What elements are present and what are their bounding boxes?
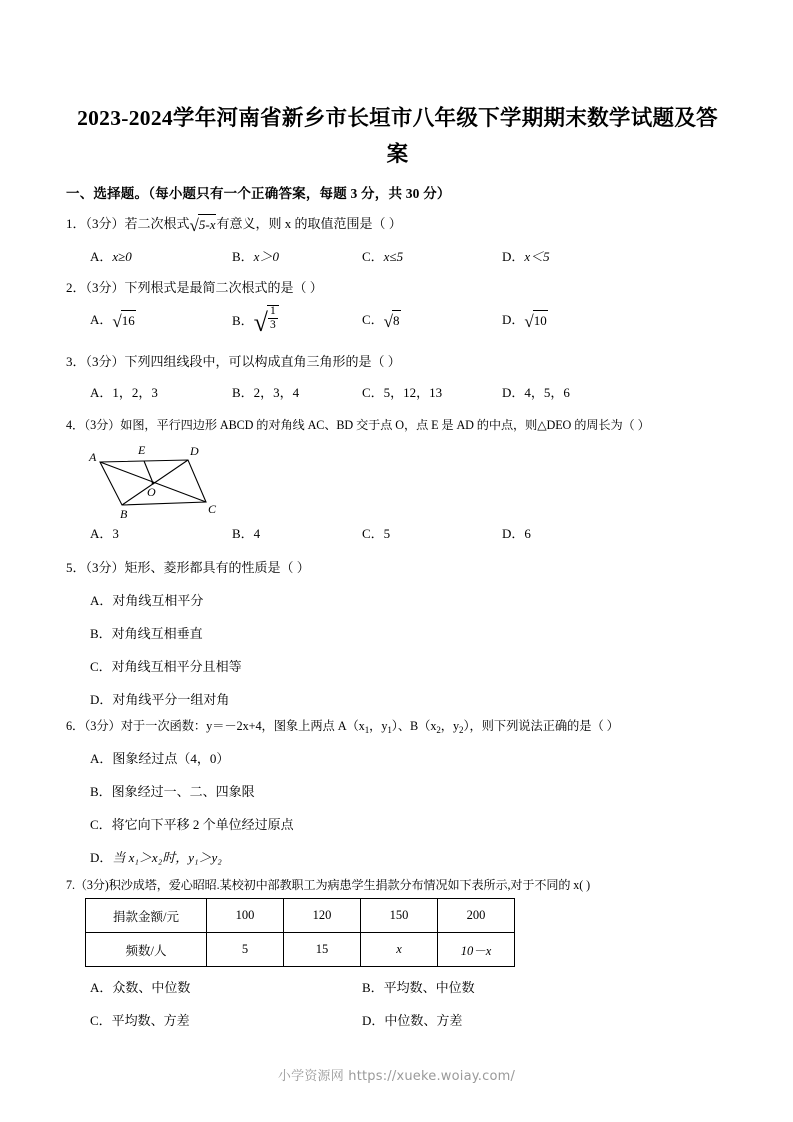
radical-sign-icon: √: [189, 216, 199, 235]
option-label: C．: [90, 1013, 112, 1028]
question-7-option-a[interactable]: [90, 978, 190, 998]
sqrt-one-third: [254, 306, 279, 338]
question-7-stem: 7.（3分)积沙成塔，爱心昭昭.某校初中部教职工为病患学生捐款分布情况如下表所示,对于不同的 x( ): [66, 878, 590, 892]
question-7-option-c[interactable]: [90, 1011, 190, 1031]
option-text: 3: [112, 526, 119, 541]
option-text: 将它向下平移 2 个单位经过原点: [111, 817, 294, 832]
question-3-option-b[interactable]: [232, 383, 299, 403]
option-label: A．: [90, 312, 113, 327]
question-3-option-a[interactable]: [90, 383, 158, 403]
question-2-stem: 2．（3分）下列根式是最简二次根式的是（ ）: [66, 280, 323, 295]
question-4-option-c[interactable]: [362, 524, 390, 544]
option-label: A．: [90, 385, 113, 400]
question-4-option-a[interactable]: [90, 524, 119, 544]
table-cell: 150: [361, 899, 438, 933]
question-6-option-c[interactable]: [90, 815, 294, 835]
question-5-option-a[interactable]: [90, 591, 203, 611]
option-text: x＜5: [524, 249, 550, 264]
figure-label-e: E: [138, 443, 146, 457]
option-label: D．: [502, 526, 525, 541]
question-3-option-d[interactable]: [502, 383, 570, 403]
option-label: C．: [90, 659, 112, 674]
option-text: 4，5，6: [524, 385, 570, 400]
option-text: 对角线互相平分: [112, 593, 204, 608]
question-6-option-d[interactable]: [90, 848, 222, 868]
figure-label-o: O: [147, 485, 156, 499]
question-2-option-b[interactable]: [232, 306, 279, 338]
sqrt-5-minus-x: [190, 215, 217, 236]
question-6-stem: [66, 716, 619, 740]
option-label: D．: [90, 692, 113, 707]
option-text: 6: [524, 526, 531, 541]
table-cell: 10－x: [438, 933, 515, 967]
table-row: [86, 899, 515, 933]
question-4-option-d[interactable]: [502, 524, 531, 544]
question-3-option-c[interactable]: [362, 383, 442, 403]
option-label: D．: [90, 850, 113, 865]
table-row-header: 捐款金额/元: [86, 899, 207, 933]
option-text: 图象经过点（4，0）: [112, 751, 230, 766]
question-6-stem-part-b: ，y: [369, 719, 388, 733]
question-1-stem-post: 有意义，则 x 的取值范围是（ ）: [216, 216, 402, 231]
question-1-radicand: 5-x: [198, 217, 216, 232]
option-radicand: 10: [533, 313, 547, 328]
figure-label-c: C: [208, 502, 217, 516]
option-label: C．: [362, 526, 384, 541]
option-text: 图象经过一、二、四象限: [111, 784, 255, 799]
table-cell: 100: [207, 899, 284, 933]
radical-sign-icon: √: [253, 308, 268, 337]
subscript-1: 1: [387, 725, 392, 735]
option-label: B．: [362, 980, 384, 995]
option-label: D．: [502, 249, 525, 264]
option-text: x≥0: [112, 249, 132, 264]
question-1-option-b[interactable]: [232, 247, 279, 267]
question-7-option-b[interactable]: [362, 978, 475, 998]
option-text: 对角线互相垂直: [111, 626, 203, 641]
table-cell: 120: [284, 899, 361, 933]
sqrt-16: [112, 311, 135, 332]
sqrt-8: [384, 311, 401, 332]
question-5-option-c[interactable]: [90, 657, 242, 677]
option-text: 2，3，4: [253, 385, 300, 400]
fraction-denominator: 3: [269, 318, 276, 331]
question-5-option-b[interactable]: [90, 624, 203, 644]
subscript-1: 1: [364, 725, 370, 735]
option-label: A．: [90, 249, 113, 264]
option-label: C．: [90, 817, 112, 832]
question-6-option-a[interactable]: [90, 749, 229, 769]
option-label: B．: [232, 526, 254, 541]
option-label: D．: [502, 312, 525, 327]
figure-label-b: B: [120, 507, 128, 521]
question-7-option-d[interactable]: [362, 1011, 462, 1031]
option-label: C．: [362, 312, 384, 327]
option-text: 众数、中位数: [112, 980, 191, 995]
question-4-option-b[interactable]: [232, 524, 260, 544]
question-1-stem: [66, 214, 402, 236]
parallelogram-abcd-diagram: [78, 442, 238, 522]
option-label: B．: [232, 313, 254, 328]
question-2-option-d[interactable]: [502, 310, 548, 332]
option-text: 5: [383, 526, 391, 541]
subscript-2: 2: [436, 725, 441, 735]
question-1-stem-pre: 1．（3分）若二次根式: [66, 216, 190, 231]
option-text: x＞0: [253, 249, 279, 264]
site-watermark: 小学资源网 https://xueke.woiay.com/: [277, 1069, 516, 1084]
fraction-one-third: [268, 305, 278, 332]
question-6-option-b[interactable]: [90, 782, 255, 802]
question-4-stem: 4．（3分）如图，平行四边形 ABCD 的对角线 AC、BD 交于点 O，点 E 是 AD 的中点，则△DEO 的周长为（ ）: [66, 418, 650, 432]
option-text: 对角线平分一组对角: [112, 692, 230, 707]
table-cell: x: [361, 933, 438, 967]
option-text: 对角线互相平分且相等: [111, 659, 242, 674]
question-2-option-a[interactable]: [90, 310, 136, 332]
question-6-stem-part-a: 6．（3分）对于一次函数：y＝－2x+4，图象上两点 A（x: [66, 719, 365, 733]
question-5-option-d[interactable]: [90, 690, 229, 710]
figure-label-a: A: [89, 450, 97, 464]
radical-sign-icon: √: [383, 312, 394, 331]
option-label: C．: [362, 249, 384, 264]
option-label: A．: [90, 593, 113, 608]
option-text: 5，12，13: [383, 385, 443, 400]
figure-label-d: D: [190, 444, 199, 458]
question-3-stem: 3．（3分）下列四组线段中，可以构成直角三角形的是（ ）: [66, 354, 401, 369]
page-title: 2023-2024学年河南省新乡市长垣市八年级下学期期末数学试题及答案: [77, 106, 718, 166]
radical-sign-icon: √: [112, 312, 122, 331]
option-text: x≤5: [383, 249, 404, 264]
option-text: 当 x₁＞x₂时，y₁＞y₂: [112, 850, 222, 865]
question-6-stem-part-e: ），则下列说法正确的是（ ）: [463, 719, 619, 733]
question-6-stem-part-c: ）、B（x: [391, 719, 437, 733]
donation-distribution-table: [85, 898, 515, 967]
option-text: 平均数、方差: [111, 1013, 190, 1028]
table-row: [86, 933, 515, 967]
option-label: A．: [90, 751, 113, 766]
sqrt-10: [524, 311, 547, 332]
option-label: C．: [362, 385, 384, 400]
option-radicand: 8: [393, 313, 400, 328]
option-radicand: 16: [121, 313, 135, 328]
question-6-stem-part-d: ，y: [440, 719, 460, 733]
question-1-option-d[interactable]: [502, 247, 550, 267]
option-text: 1，2，3: [112, 385, 158, 400]
option-text: 平均数、中位数: [383, 980, 475, 995]
table-cell: 5: [207, 933, 284, 967]
question-2-option-c[interactable]: [362, 310, 401, 332]
table-cell: 15: [284, 933, 361, 967]
option-label: A．: [90, 526, 113, 541]
fraction-numerator: 1: [269, 304, 276, 317]
section-heading: 一、选择题。（每小题只有一个正确答案，每题 3 分，共 30 分）: [66, 186, 451, 201]
subscript-2: 2: [459, 725, 464, 735]
option-label: D．: [362, 1013, 385, 1028]
option-label: B．: [232, 249, 254, 264]
option-label: B．: [232, 385, 254, 400]
question-1-option-c[interactable]: [362, 247, 403, 267]
table-cell: 200: [438, 899, 515, 933]
option-label: A．: [90, 980, 113, 995]
table-row-header: 频数/人: [86, 933, 207, 967]
radical-sign-icon: √: [524, 312, 534, 331]
option-label: D．: [502, 385, 525, 400]
question-1-option-a[interactable]: [90, 247, 132, 267]
question-5-stem: 5．（3分）矩形、菱形都具有的性质是（ ）: [66, 560, 310, 575]
option-text: 4: [253, 526, 261, 541]
option-label: B．: [90, 784, 112, 799]
option-label: B．: [90, 626, 112, 641]
option-text: 中位数、方差: [384, 1013, 463, 1028]
